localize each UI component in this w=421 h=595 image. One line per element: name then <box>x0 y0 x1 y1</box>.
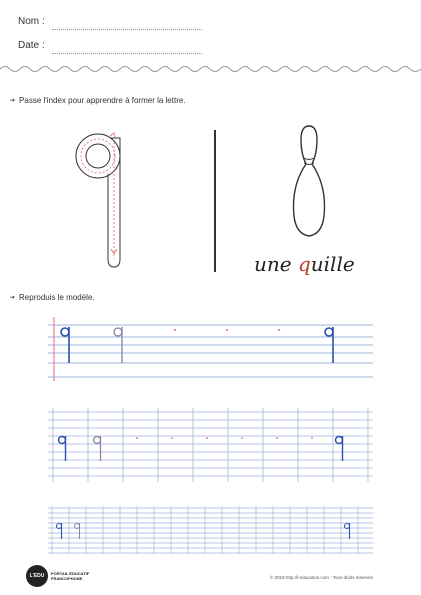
start-dot <box>278 329 280 331</box>
start-dot <box>276 437 278 439</box>
start-dot <box>311 437 313 439</box>
instruction-trace-text: Passe l'index pour apprendre à former la lettre. <box>19 96 186 105</box>
arrow-icon: ➔ <box>10 98 16 104</box>
caption-suffix: uille <box>310 252 355 276</box>
instruction-reproduce-text: Reproduis le modèle. <box>19 293 95 302</box>
name-label: Nom : <box>18 16 45 27</box>
writing-ruling-3[interactable] <box>48 506 373 554</box>
model-q-3 <box>57 523 62 539</box>
writing-ruling-2[interactable] <box>48 408 373 482</box>
vertical-separator <box>214 130 216 272</box>
trace-letter-q[interactable] <box>70 124 140 274</box>
logo-tagline <box>51 571 89 581</box>
start-dot <box>241 437 243 439</box>
start-dot <box>174 329 176 331</box>
caption-une-quille <box>254 252 355 276</box>
start-dot <box>226 329 228 331</box>
instruction-reproduce <box>10 293 95 302</box>
logo-line-2: FRANCOPHONE <box>51 576 83 581</box>
grey-q-2 <box>94 436 101 461</box>
start-dot <box>136 437 138 439</box>
caption-prefix: une <box>254 252 298 276</box>
name-field[interactable] <box>52 29 202 30</box>
arrow-icon: ➔ <box>10 295 16 301</box>
model-q-2-end <box>336 436 343 461</box>
model-q-3-end <box>345 523 350 539</box>
logo-line-1: PORTAIL ÉDUCATIF <box>51 571 90 576</box>
start-dot <box>206 437 208 439</box>
bowling-pin-icon <box>284 124 334 239</box>
grey-q-3 <box>75 523 80 539</box>
edu-logo: L'EDU <box>26 565 48 587</box>
date-label: Date : <box>18 40 45 51</box>
instruction-trace <box>10 96 186 105</box>
copyright: © 2019 http://l-education.com - Tous droits réservés <box>270 575 374 580</box>
date-field[interactable] <box>52 53 202 54</box>
caption-highlight: q <box>297 252 311 276</box>
start-dot <box>171 437 173 439</box>
wavy-divider <box>0 62 421 76</box>
model-q-2 <box>59 436 66 461</box>
writing-ruling-1[interactable] <box>48 315 373 381</box>
